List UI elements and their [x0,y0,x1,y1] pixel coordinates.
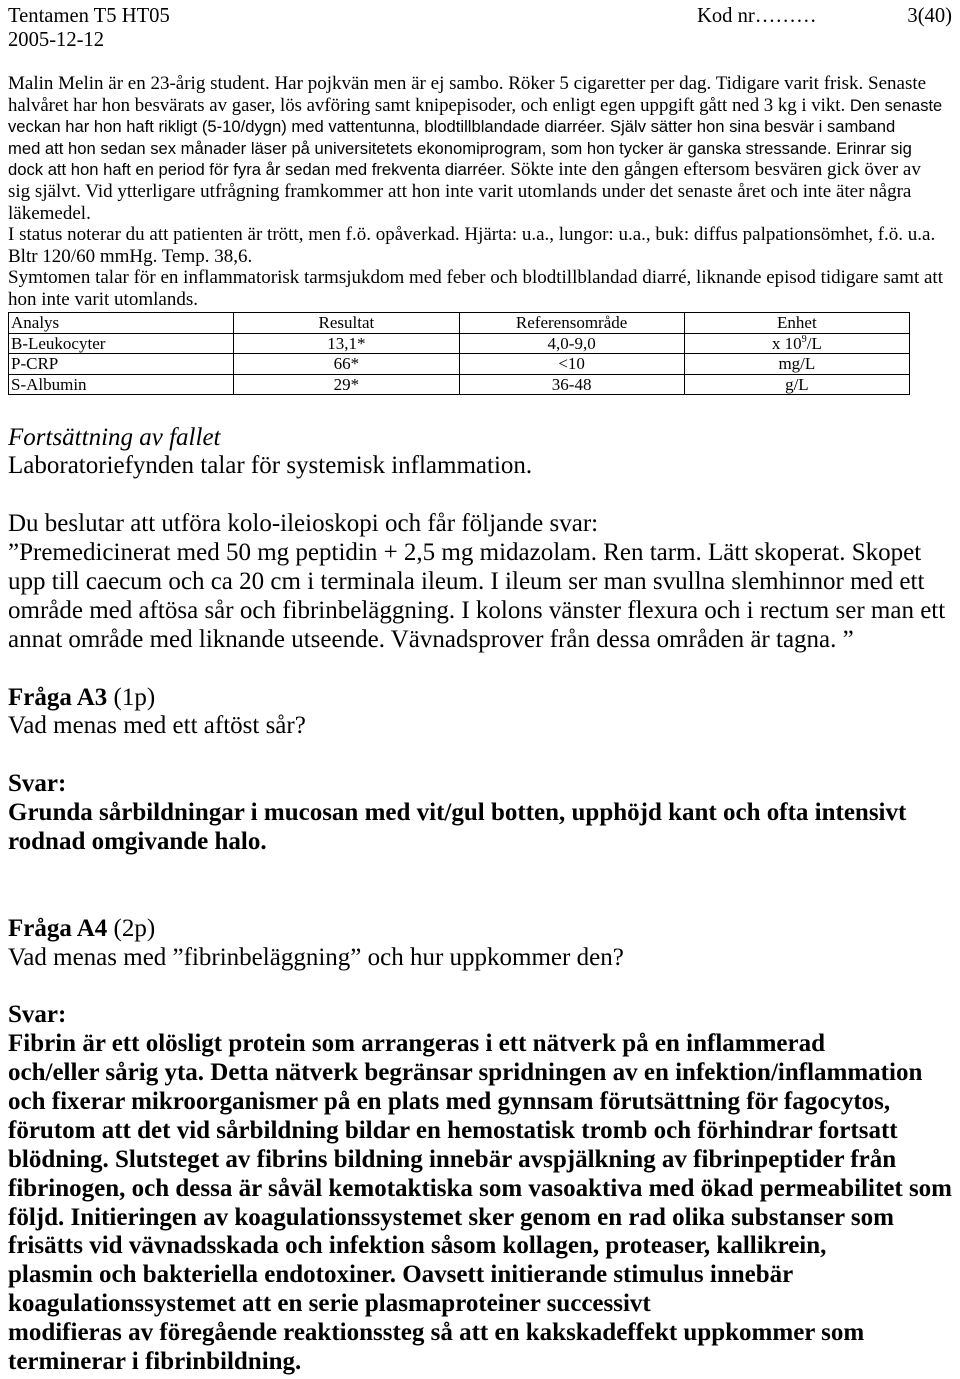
cell-resultat: 29* [234,374,459,395]
spacer [8,972,952,1001]
case-line: sig självt. Vid ytterligare utfrågning framkommer att hon inte varit utomlands under det senaste året och inte äter några [8,180,912,202]
question-text: Vad menas med ”fibrinbeläggning” och hur uppkommer den? [8,943,624,971]
status-line: I status noterar du att patienten är trött, men f.ö. opåverkad. Hjärta: u.a., lungor: u.a., buk: diffus palpationsömhet, f.ö. u.a. [8,224,936,246]
lab-results-table [8,312,910,395]
question-points: (2p) [113,914,156,942]
page-number: 3(40) [907,5,952,27]
question-text: Vad menas med ett aftöst sår? [8,712,306,740]
answer-label: Svar: [8,770,67,798]
spacer [8,481,952,510]
colonoscopy-intro: Du beslutar att utföra kolo-ileioskopi och får följande svar: [8,510,599,538]
case-line-segment: halvåret har hon besvärats av gaser, lös avföring samt knipepisoder, och enligt egen uppgift gått ned 3 kg i vikt. [8,94,850,116]
case-continuation [8,424,952,1377]
report-line: ”Premedicinerat med 50 mg peptidin + 2,5 mg midazolam. Ren tarm. Lätt skoperat. Skopet [8,539,922,567]
answer-line: följd. Initieringen av koagulationssystemet sker genom en rad olika substanser som [8,1203,894,1231]
table-row [9,374,910,395]
answer-line: koagulationssystemet att en serie plasmaproteiner successivt [8,1290,651,1318]
question-points: (1p) [113,683,156,711]
cell-resultat: 66* [234,354,459,375]
spacer [8,741,952,770]
answer-line: Grunda sårbildningar i mucosan med vit/gul botten, upphöjd kant och ofta intensivt [8,799,907,827]
unit-suffix: /L [806,333,822,353]
cell-referens: 36-48 [459,374,684,395]
case-line: med att hon sedan sex månader läser på universitetets ekonomiprogram, som hon tycker är ganska stressande. Erinrar sig [8,138,912,158]
case-description [8,73,952,311]
unit-exponent: 9 [801,333,807,345]
unit-base: x 10 [771,333,802,353]
case-line-segment: Den senaste [849,96,943,115]
answer-line: rodnad omgivande halo. [8,827,267,855]
assessment-line: Symtomen talar för en inflammatorisk tarmsjukdom med feber och blodtillblandad diarré, liknande episod tidigare samt att [8,267,943,289]
cell-enhet [684,333,909,354]
column-header-referensomrade: Referensområde [459,313,684,334]
column-header-analys: Analys [9,313,234,334]
cell-analys: P-CRP [9,354,234,375]
case-line-segment: dock att hon haft en period för fyra år sedan med frekventa diarréer. [8,160,506,180]
question-heading [8,915,952,944]
answer-line: frisätts vid vävnadsskada och infektion såsom kollagen, proteaser, kallikrein, [8,1232,827,1260]
case-line: Malin Melin är en 23-årig student. Har pojkvän men är ej sambo. Röker 5 cigaretter per dag. Tidigare varit frisk. Senaste [8,73,927,94]
column-header-resultat: Resultat [234,313,459,334]
column-header-enhet: Enhet [684,313,909,334]
cell-analys: B-Leukocyter [9,333,234,354]
case-line: läkemedel. [8,202,91,224]
cell-enhet: g/L [684,374,909,395]
question-heading [8,684,952,713]
cell-referens: <10 [459,354,684,375]
report-line: annat område med liknande utseende. Vävnadsprover från dessa områden är tagna. ” [8,625,854,653]
continuation-text: Laboratoriefynden talar för systemisk inflammation. [8,452,533,480]
code-number-field: Kod nr……… [697,5,817,27]
answer-line: Fibrin är ett olösligt protein som arrangeras i ett nätverk på en inflammerad [8,1030,826,1058]
vitals-line: Bltr 120/60 mmHg. Temp. 38,6. [8,245,253,267]
report-line: upp till caecum och ca 20 cm i terminala ileum. I ileum ser man svullna slemhinnor med ett [8,567,925,595]
assessment-line: hon inte varit utomlands. [8,288,198,310]
exam-title: Tentamen T5 HT05 [8,5,170,27]
spacer [8,886,952,915]
answer-line: modifieras av föregående reaktionssteg så att en kakskadeffekt uppkommer som [8,1319,865,1347]
case-line [8,95,952,117]
table-row [9,333,910,354]
spacer [8,655,952,684]
answer-line: plasmin och bakteriella endotoxiner. Oavsett initierande stimulus innebär [8,1261,794,1289]
spacer [8,857,952,886]
report-line: område med aftösa sår och fibrinbeläggning. I kolons vänster flexura och i rectum ser man ett [8,596,946,624]
section-heading: Fortsättning av fallet [8,423,221,451]
case-line: veckan har hon haft rikligt (5-10/dygn) med vattentunna, blodtillblandade diarréer. Själv sätter hon sina besvär i samband [8,117,896,137]
answer-line: och fixerar mikroorganismer på en plats med gynnsam förutsättning för fagocytos, [8,1087,891,1115]
cell-resultat: 13,1* [234,333,459,354]
table-row [9,354,910,375]
case-line-segment: Sökte inte den gången eftersom besvären gick över av [505,159,921,181]
answer-label: Svar: [8,1001,67,1029]
answer-line: terminerar i fibrinbildning. [8,1348,302,1375]
answer-line: blödning. Slutsteget av fibrins bildning innebär avspjälkning av fibrinpeptider från [8,1145,897,1173]
question-label: Fråga A4 [8,914,108,942]
exam-date: 2005-12-12 [8,29,105,51]
question-label: Fråga A3 [8,683,108,711]
cell-analys: S-Albumin [9,374,234,395]
answer-line: fibrinogen, och dessa är såväl kemotaktiska som vasoaktiva med ökad permeabilitet som [8,1174,953,1202]
cell-enhet: mg/L [684,354,909,375]
cell-referens: 4,0-9,0 [459,333,684,354]
table-header-row [9,313,910,334]
answer-line: förutom att det vid sårbildning bildar en hemostatisk tromb och förhindrar fortsatt [8,1116,898,1144]
answer-line: och/eller sårig yta. Detta nätverk begränsar spridningen av en infektion/inflammation [8,1059,923,1087]
case-line [8,159,952,181]
